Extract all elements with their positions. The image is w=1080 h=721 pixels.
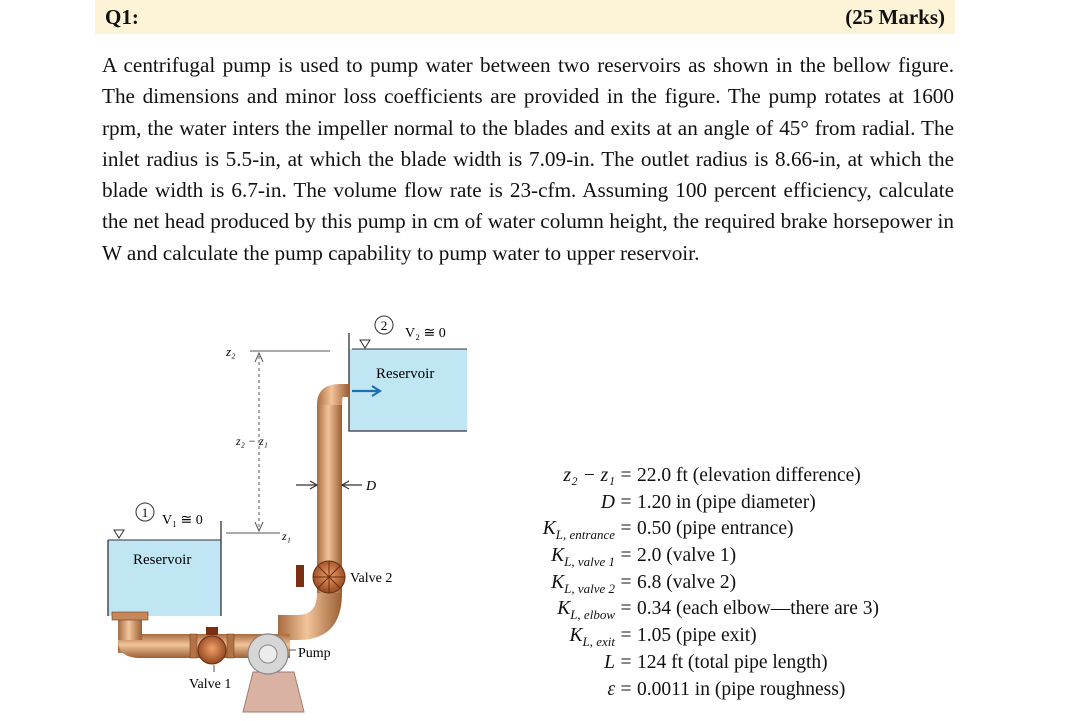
given-row: [510, 463, 879, 490]
pump-base: [243, 672, 304, 712]
given-value: 1.05 (pipe exit): [637, 625, 757, 647]
upper-reservoir-label: Reservoir: [376, 366, 435, 382]
valve-2-label: Valve 2: [350, 571, 393, 586]
equals-sign: =: [620, 518, 632, 540]
equals-sign: =: [620, 465, 632, 486]
given-row: [510, 516, 879, 543]
valve-1-stem: [206, 627, 218, 635]
equals-sign: =: [620, 651, 632, 673]
given-subscript: L, exit: [582, 634, 615, 650]
valve-2-stem: [296, 565, 304, 587]
given-row: [510, 596, 879, 623]
given-symbol: $K_{L, valve 2}$: [551, 571, 615, 596]
diameter-arrow-left-icon: [296, 481, 317, 489]
v1-label: V₁ ≅ 0: [162, 513, 203, 528]
given-value: 0.34 (each elbow—there are 3): [637, 598, 880, 620]
given-value: 124 ft (total pipe length): [637, 651, 828, 673]
given-subscript: L, valve 2: [564, 580, 615, 596]
valve-1-body: [198, 636, 226, 664]
upper-elbow: [317, 384, 349, 405]
lower-right-elbow: [278, 593, 342, 640]
given-symbol: L: [604, 651, 615, 673]
pipe-flange: [112, 612, 148, 620]
z1-label: z₁: [282, 529, 291, 543]
upper-surface-marker-icon: [360, 340, 370, 348]
lower-surface-marker-icon: [114, 530, 124, 538]
given-value: 6.8 (valve 2): [637, 571, 737, 593]
z-difference-label: z₂ − z₁: [236, 434, 268, 448]
given-symbol: D: [600, 491, 615, 513]
pump-hub: [259, 645, 277, 663]
given-symbol: $K_{L, entrance}$: [542, 518, 615, 543]
given-row: [510, 543, 879, 570]
valve-1-label: Valve 1: [189, 677, 232, 692]
given-value: 1.20 in (pipe diameter): [637, 491, 816, 513]
given-symbol: ε: [607, 678, 615, 700]
given-row: [510, 623, 879, 650]
diameter-arrow-right-icon: [342, 481, 362, 489]
given-row: [510, 570, 879, 597]
marks-label: (25 Marks): [845, 4, 945, 29]
equals-sign: =: [620, 625, 632, 647]
given-subscript: L, entrance: [555, 527, 615, 543]
given-row: [510, 650, 879, 677]
valve-1-flange-left: [190, 634, 197, 658]
lower-reservoir-label: Reservoir: [133, 552, 192, 568]
given-value: 0.50 (pipe entrance): [637, 518, 794, 540]
given-value: 0.0011 in (pipe roughness): [637, 678, 846, 700]
point-2-label: 2: [380, 318, 388, 333]
given-symbol: $K_{L, exit}$: [569, 625, 615, 650]
given-subscript: L, valve 1: [564, 553, 615, 569]
question-paragraph: A centrifugal pump is used to pump water between two reservoirs as shown in the bellow figure. The dimensions and minor loss coefficients are provided in the figure. The pump rotates at 1600 rpm, the water inters the impeller normal to the blades and exits at an angle of 45° from radial. The inlet radius is 5.5-in, at which the blade width is 7.09-in. The outlet radius is 8.66-in, at which the blade width is 6.7-in. The volume flow rate is 23-cfm. Assuming 100 percent efficiency, calculate the net head produced by this pump in cm of water column height, the required brake horsepower in W and calculate the pump capability to pump water to upper reservoir.: [102, 53, 954, 265]
equals-sign: =: [620, 571, 632, 593]
given-symbol: $K_{L, valve 1}$: [551, 545, 615, 569]
given-data-list: [510, 463, 879, 703]
question-label: Q1:: [105, 4, 139, 29]
diameter-label: D: [366, 479, 377, 494]
equals-sign: =: [620, 491, 632, 513]
equals-sign: =: [620, 598, 632, 620]
given-row: [510, 677, 879, 704]
given-symbol: $K_{L, elbow}$: [557, 598, 615, 623]
given-value: 2.0 (valve 1): [637, 545, 737, 567]
given-row: [510, 490, 879, 517]
valve-1-flange-right: [227, 634, 234, 658]
pump-label: Pump: [298, 646, 331, 661]
equals-sign: =: [620, 545, 632, 567]
given-symbol: z₂ − z₁: [563, 465, 615, 486]
equals-sign: =: [620, 678, 632, 700]
point-1-label: 1: [141, 505, 149, 520]
z2-label: z₂: [226, 344, 236, 359]
given-subscript: L, elbow: [570, 607, 615, 623]
given-value: 22.0 ft (elevation difference): [637, 465, 861, 486]
v2-label: V₂ ≅ 0: [405, 326, 446, 341]
